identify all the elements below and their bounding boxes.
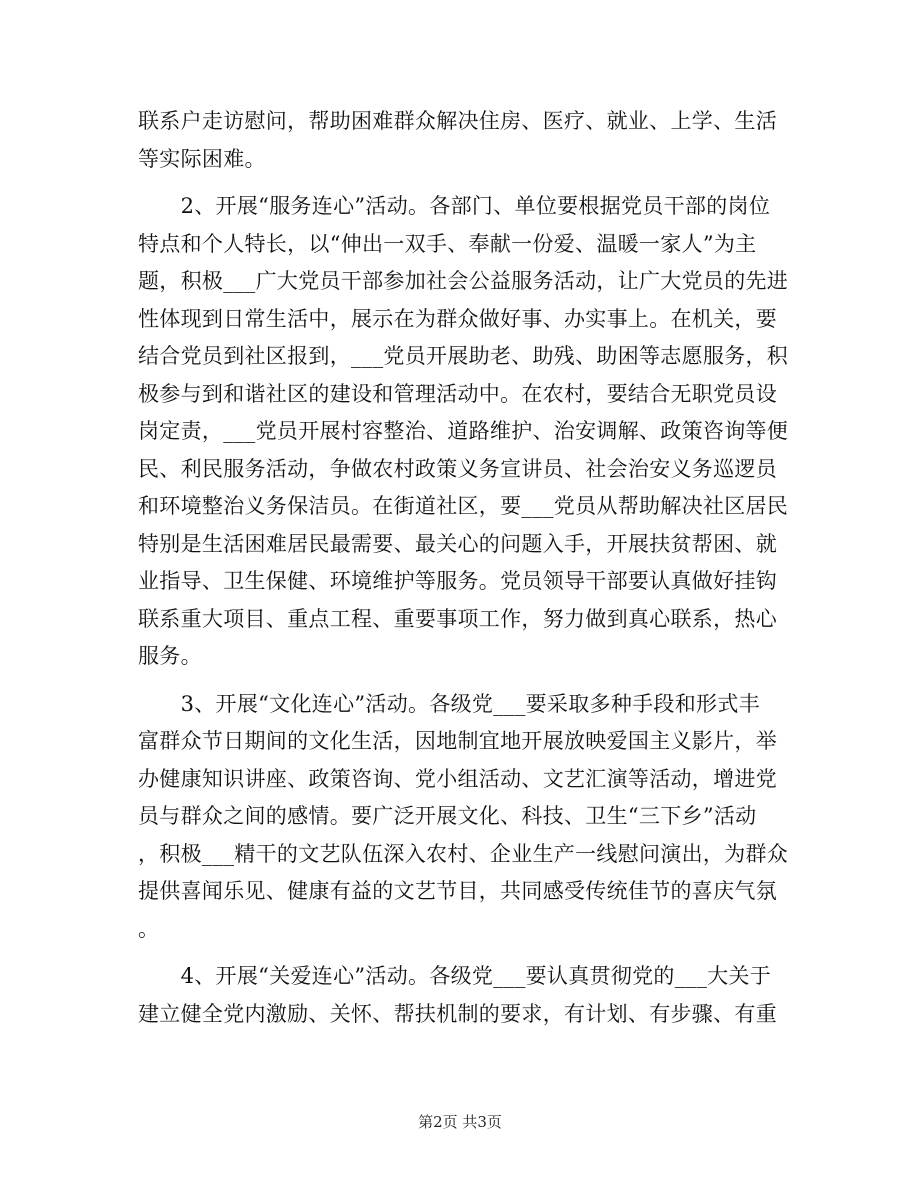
document-body [138, 103, 788, 1033]
text-line: 提供喜闻乐见、健康有益的文艺节目，共同感受传统佳节的喜庆气氛 [138, 879, 777, 903]
paragraph-3 [138, 686, 788, 949]
text-line: 2、开展“服务连心”活动。各部门、单位要根据党员干部的岗位 [138, 194, 771, 218]
text-line: 服务。 [138, 644, 202, 668]
paragraph-gap [138, 948, 788, 958]
text-line: 题，积极___广大党员干部参加社会公益服务活动，让广大党员的先进 [138, 269, 789, 293]
text-line: 和环境整治义务保洁员。在街道社区，要___党员从帮助解决社区居民 [138, 494, 789, 518]
text-line: 建立健全党内激励、关怀、帮扶机制的要求，有计划、有步骤、有重 [138, 1001, 777, 1026]
text-line: 性体现到日常生活中，展示在为群众做好事、办实事上。在机关，要 [138, 306, 777, 331]
paragraph-gap [138, 676, 788, 686]
text-line: 结合党员到社区报到，___党员开展助老、助残、助困等志愿服务，积 [138, 344, 789, 368]
text-line: 等实际困难。 [138, 146, 266, 171]
text-line: 3、开展“文化连心”活动。各级党___要采取多种手段和形式丰 [138, 691, 760, 716]
text-line: ，积极___精干的文艺队伍深入农村、企业生产一线慰问演出，为群众 [138, 841, 789, 866]
text-line: 富群众节日期间的文化生活，因地制宜地开展放映爱国主义影片，举 [138, 729, 777, 753]
page-number-footer: 第2页 共3页 [418, 1113, 502, 1131]
paragraph-1 [138, 103, 788, 178]
text-line: 4、开展“关爱连心”活动。各级党___要认真贯彻党的___大关于 [138, 964, 772, 988]
paragraph-gap [138, 178, 788, 188]
text-line: 特别是生活困难居民最需要、最关心的问题入手，开展扶贫帮困、就 [138, 531, 777, 556]
text-line: 。 [138, 916, 160, 941]
text-line: 联系重大项目、重点工程、重要事项工作，努力做到真心联系，热心 [138, 606, 777, 631]
text-line: 民、利民服务活动，争做农村政策义务宣讲员、社会治安义务巡逻员 [138, 456, 777, 481]
text-line: 业指导、卫生保健、环境维护等服务。党员领导干部要认真做好挂钩 [138, 569, 777, 593]
paragraph-2 [138, 188, 788, 676]
text-line: 极参与到和谐社区的建设和管理活动中。在农村，要结合无职党员设 [138, 381, 777, 406]
text-line: 联系户走访慰问，帮助困难群众解决住房、医疗、就业、上学、生活 [138, 109, 777, 133]
text-line: 岗定责，___党员开展村容整治、道路维护、治安调解、政策咨询等便 [138, 419, 789, 443]
text-line: 办健康知识讲座、政策咨询、党小组活动、文艺汇演等活动，增进党 [138, 766, 777, 791]
text-line: 特点和个人特长，以“伸出一双手、奉献一份爱、温暖一家人”为主 [138, 231, 757, 256]
text-line: 员与群众之间的感情。要广泛开展文化、科技、卫生“三下乡”活动 [138, 804, 757, 828]
paragraph-4 [138, 958, 788, 1033]
